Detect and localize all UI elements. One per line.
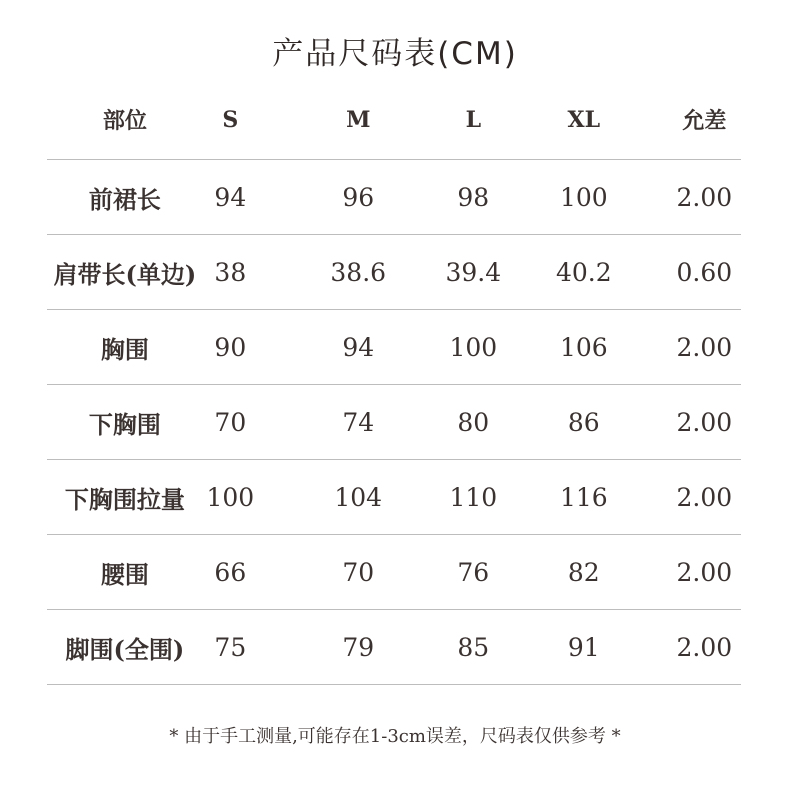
header-size-xl: XL [567, 106, 601, 133]
table-row [47, 385, 741, 460]
cell-size-m: 79 [342, 632, 375, 662]
row-label: 胸围 [100, 334, 149, 364]
table-row [47, 310, 741, 385]
cell-size-l: 80 [457, 407, 490, 437]
cell-size-xl: 91 [567, 632, 600, 662]
size-table [47, 80, 741, 685]
cell-size-l: 100 [449, 332, 498, 362]
header-size-s: S [222, 106, 239, 133]
footnote: * 由于手工测量,可能存在1-3cm误差，尺码表仅供参考 * [169, 726, 621, 747]
cell-size-s: 75 [214, 632, 247, 662]
cell-tolerance: 2.00 [676, 182, 733, 212]
table-header-row [47, 80, 741, 160]
cell-tolerance: 2.00 [676, 632, 733, 662]
cell-tolerance: 2.00 [676, 482, 733, 512]
header-part: 部位 [102, 108, 147, 134]
cell-size-m: 70 [342, 557, 375, 587]
cell-size-xl: 40.2 [555, 257, 612, 287]
cell-size-m: 38.6 [330, 257, 387, 287]
cell-size-s: 70 [214, 407, 247, 437]
cell-size-l: 110 [449, 482, 498, 512]
cell-size-l: 85 [457, 632, 490, 662]
table-body [47, 160, 741, 685]
table-row [47, 460, 741, 535]
cell-size-s: 94 [214, 182, 247, 212]
cell-size-m: 96 [342, 182, 375, 212]
cell-size-m: 94 [342, 332, 375, 362]
header-size-l: L [465, 106, 482, 133]
cell-size-m: 104 [334, 482, 383, 512]
cell-tolerance: 0.60 [676, 257, 733, 287]
table-row [47, 535, 741, 610]
cell-size-xl: 82 [567, 557, 600, 587]
cell-size-s: 66 [214, 557, 247, 587]
cell-size-l: 98 [457, 182, 490, 212]
row-label: 下胸围 [88, 409, 161, 439]
cell-size-s: 90 [214, 332, 247, 362]
row-label: 脚围(全围) [65, 634, 185, 664]
table-row [47, 235, 741, 310]
header-tolerance: 允差 [682, 108, 727, 134]
cell-size-m: 74 [342, 407, 375, 437]
cell-size-s: 100 [206, 482, 255, 512]
header-size-m: M [346, 106, 371, 133]
cell-size-xl: 100 [559, 182, 608, 212]
cell-size-xl: 86 [567, 407, 600, 437]
cell-tolerance: 2.00 [676, 407, 733, 437]
row-label: 前裙长 [88, 184, 161, 214]
row-label: 肩带长(单边) [53, 259, 197, 289]
cell-size-xl: 106 [559, 332, 608, 362]
row-label: 腰围 [100, 559, 149, 589]
cell-size-xl: 116 [559, 482, 608, 512]
row-label: 下胸围拉量 [64, 484, 185, 514]
cell-size-l: 76 [457, 557, 490, 587]
cell-tolerance: 2.00 [676, 332, 733, 362]
page-title: 产品尺码表(CM) [272, 36, 518, 72]
table-row [47, 160, 741, 235]
cell-size-s: 38 [214, 257, 247, 287]
cell-size-l: 39.4 [445, 257, 502, 287]
table-row [47, 610, 741, 685]
cell-tolerance: 2.00 [676, 557, 733, 587]
